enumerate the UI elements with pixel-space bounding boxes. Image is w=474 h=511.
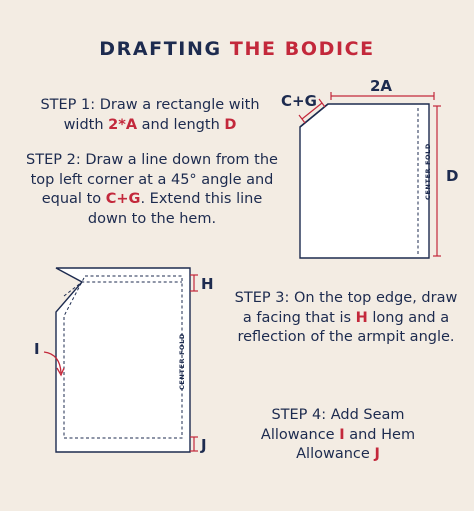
step-4-text-b: and Hem Allowance: [296, 426, 416, 462]
title-part-2: THE BODICE: [229, 38, 375, 60]
step-4-highlight-b: J: [374, 446, 380, 462]
dimension-h: [190, 275, 198, 291]
label-d: D: [446, 167, 459, 185]
step-3-text-b: long and a reflection of the armpit angle.: [237, 309, 455, 345]
dimension-j: [190, 437, 198, 451]
dimension-d: [433, 106, 441, 256]
step-4-highlight-a: I: [339, 426, 345, 443]
title-part-1: DRAFTING: [99, 38, 222, 60]
step-2-text-a: STEP 2: Draw a line down from the top left corner at a 45° angle and equal to: [26, 152, 278, 207]
step-2-text-b: . Extend this line down to the hem.: [87, 191, 263, 227]
center-fold-label-2: CENTER FOLD: [178, 333, 186, 390]
step-1-highlight-a: 2*A: [108, 116, 138, 133]
step-3-highlight-a: H: [355, 309, 368, 326]
bodice-pattern-diagram: [44, 268, 198, 452]
label-j: J: [201, 436, 207, 454]
bodice-rectangle-diagram: [299, 92, 441, 258]
label-cg: C+G: [281, 92, 317, 110]
center-fold-label-1: CENTER FOLD: [424, 143, 432, 200]
step-2-highlight-a: C+G: [105, 191, 141, 207]
step-3-text-a: STEP 3: On the top edge, draw a facing that is: [234, 290, 458, 326]
bodice-rectangle-shape: [300, 104, 429, 258]
step-1-highlight-b: D: [224, 116, 237, 133]
step-4-text-a: STEP 4: Add Seam Allowance: [260, 407, 405, 443]
bodice-pattern-shape: [56, 268, 190, 452]
step-1-text-b: and length: [137, 116, 225, 133]
label-2a: 2A: [370, 77, 393, 95]
label-i: I: [34, 340, 40, 358]
label-h: H: [201, 275, 214, 293]
step-1-text-a: STEP 1: Draw a rectangle with width: [40, 97, 260, 133]
